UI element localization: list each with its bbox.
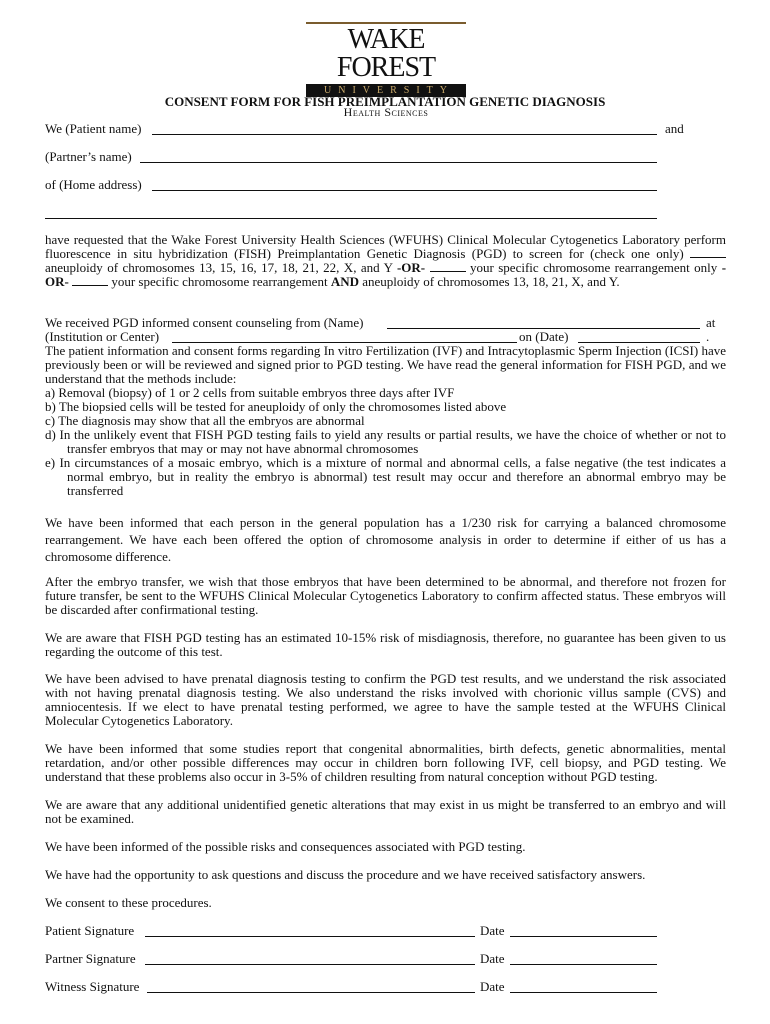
counseling-name-label: We received PGD informed consent counseling from (Name)	[45, 315, 364, 330]
partner-signature-line[interactable]	[145, 964, 475, 965]
partner-date-label: Date	[480, 951, 505, 966]
or-2: -OR-	[45, 260, 727, 289]
patient-signature-line[interactable]	[145, 936, 475, 937]
paragraph-consent: We consent to these procedures.	[45, 895, 212, 910]
intro-text-1: have requested that the Wake Forest University Health Sciences (WFUHS) Clinical Molecular Cytogenetics Laboratory perform fluorescence in situ hybridization (FISH) Preimplantation Genetic Diagnosis (PGD) to screen for (check one only)	[45, 232, 726, 261]
patient-name-line[interactable]	[152, 134, 657, 135]
paragraph-alterations: We are aware that any additional unidentified genetic alterations that may exist in us might be transferred to an embryo and will not be examined.	[45, 797, 726, 826]
option-3-text: your specific chromosome rearrangement	[111, 274, 328, 289]
patient-signature-label: Patient Signature	[45, 923, 135, 938]
paragraph-risk: We have been informed that each person in the general population has a 1/230 risk for carrying a balanced chromosome rearrangement. We have each been offered the option of chromosome analysis in order to determine if either of us has a chromosome difference.	[45, 515, 726, 564]
home-address-line[interactable]	[152, 190, 657, 191]
witness-date-label: Date	[480, 979, 505, 994]
intro-paragraph	[45, 233, 726, 289]
counseling-text: The patient information and consent forms regarding In vitro Fertilization (IVF) and Intracytoplasmic Sperm Injection (ICSI) have previously been or will be reviewed and signed prior to PGD testing. We have read the general information for FISH PGD, and we understand that the methods include:	[45, 343, 726, 386]
paragraph-abnormalities: We have been informed that some studies report that congenital abnormalities, birth defects, genetic abnormalities, mental retardation, and/or other possible differences may occur in children born following IVF, cell biopsy, and PGD testing. We understand that these problems also occur in 3-5% of children resulting from natural conception without PGD testing.	[45, 741, 726, 784]
logo-name: WAKE FOREST	[336, 24, 436, 83]
institution-label: (Institution or Center)	[45, 329, 160, 344]
method-item-d: d) In the unlikely event that FISH PGD testing fails to yield any results or partial results, we have the choice of whether or not to transfer embryos that may or may not have abnormal chromosomes	[45, 427, 726, 456]
partner-name-line[interactable]	[140, 162, 657, 163]
paragraph-prenatal: We have been advised to have prenatal diagnosis testing to confirm the PGD test results, and we understand the risk associated with not having prenatal diagnosis testing. We also understand the risks involved with chorionic villus sample (CVS) and amniocentesis. If we elect to have prenatal testing performed, we agree to have the sample tested at the WFUHS Clinical Molecular Cytogenetics Laboratory.	[45, 671, 726, 728]
option-3-check-line[interactable]	[72, 275, 108, 286]
home-address-line-2[interactable]	[45, 218, 657, 219]
witness-signature-label: Witness Signature	[45, 979, 140, 994]
method-item-c: c) The diagnosis may show that all the embryos are abnormal	[45, 413, 365, 428]
patient-date-label: Date	[480, 923, 505, 938]
home-address-label: of (Home address)	[45, 177, 142, 192]
option-3-text-end: aneuploidy of chromosomes 13, 18, 21, X, and Y.	[362, 274, 620, 289]
option-2-text: your specific chromosome rearrangement only	[469, 260, 718, 275]
partner-signature-label: Partner Signature	[45, 951, 136, 966]
and-text: AND	[330, 274, 359, 289]
option-1-check-line[interactable]	[690, 247, 726, 258]
counseling-paragraph	[45, 344, 726, 498]
method-item-b: b) The biopsied cells will be tested for aneuploidy of only the chromosomes listed above	[45, 399, 507, 414]
option-1-text: aneuploidy of chromosomes 13, 15, 16, 17, 18, 21, 22, X, and Y	[45, 260, 393, 275]
logo-university: UNIVERSITY	[306, 84, 466, 97]
method-item-e: e) In circumstances of a mosaic embryo, which is a mixture of normal and abnormal cells, a false negative (the test indicates a normal embryo, but in reality the embryo is abnormal) test result may occur and therefore an abnormal embryo may be transferred	[45, 455, 726, 498]
witness-date-line[interactable]	[510, 992, 657, 993]
partner-name-label: (Partner’s name)	[45, 149, 132, 164]
counseling-period: .	[706, 329, 710, 344]
logo-division: Health Sciences	[343, 105, 429, 119]
paragraph-transfer: After the embryo transfer, we wish that those embryos that have been determined to be abnormal, and therefore not frozen for future transfer, be sent to the WFUHS Clinical Molecular Cytogenetics Laboratory to confirm affected status. These embryos will be discarded after confirmational testing.	[45, 574, 726, 617]
counseling-date-label: on (Date)	[519, 329, 569, 344]
method-item-a: a) Removal (biopsy) of 1 or 2 cells from suitable embryos three days after IVF	[45, 385, 455, 400]
or-1: -OR-	[396, 260, 426, 275]
patient-name-suffix: and	[665, 121, 684, 136]
patient-date-line[interactable]	[510, 936, 657, 937]
counseling-at-label: at	[706, 315, 716, 330]
patient-name-label: We (Patient name)	[45, 121, 142, 136]
paragraph-questions: We have had the opportunity to ask questions and discuss the procedure and we have received satisfactory answers.	[45, 867, 646, 882]
witness-signature-line[interactable]	[147, 992, 475, 993]
paragraph-risks-informed: We have been informed of the possible risks and consequences associated with PGD testing.	[45, 839, 526, 854]
partner-date-line[interactable]	[510, 964, 657, 965]
option-2-check-line[interactable]	[430, 261, 466, 272]
paragraph-misdiagnosis: We are aware that FISH PGD testing has an estimated 10-15% risk of misdiagnosis, therefore, no guarantee has been given to us regarding the outcome of this test.	[45, 630, 726, 659]
form-title: CONSENT FORM FOR FISH PREIMPLANTATION GENETIC DIAGNOSIS	[164, 94, 606, 109]
